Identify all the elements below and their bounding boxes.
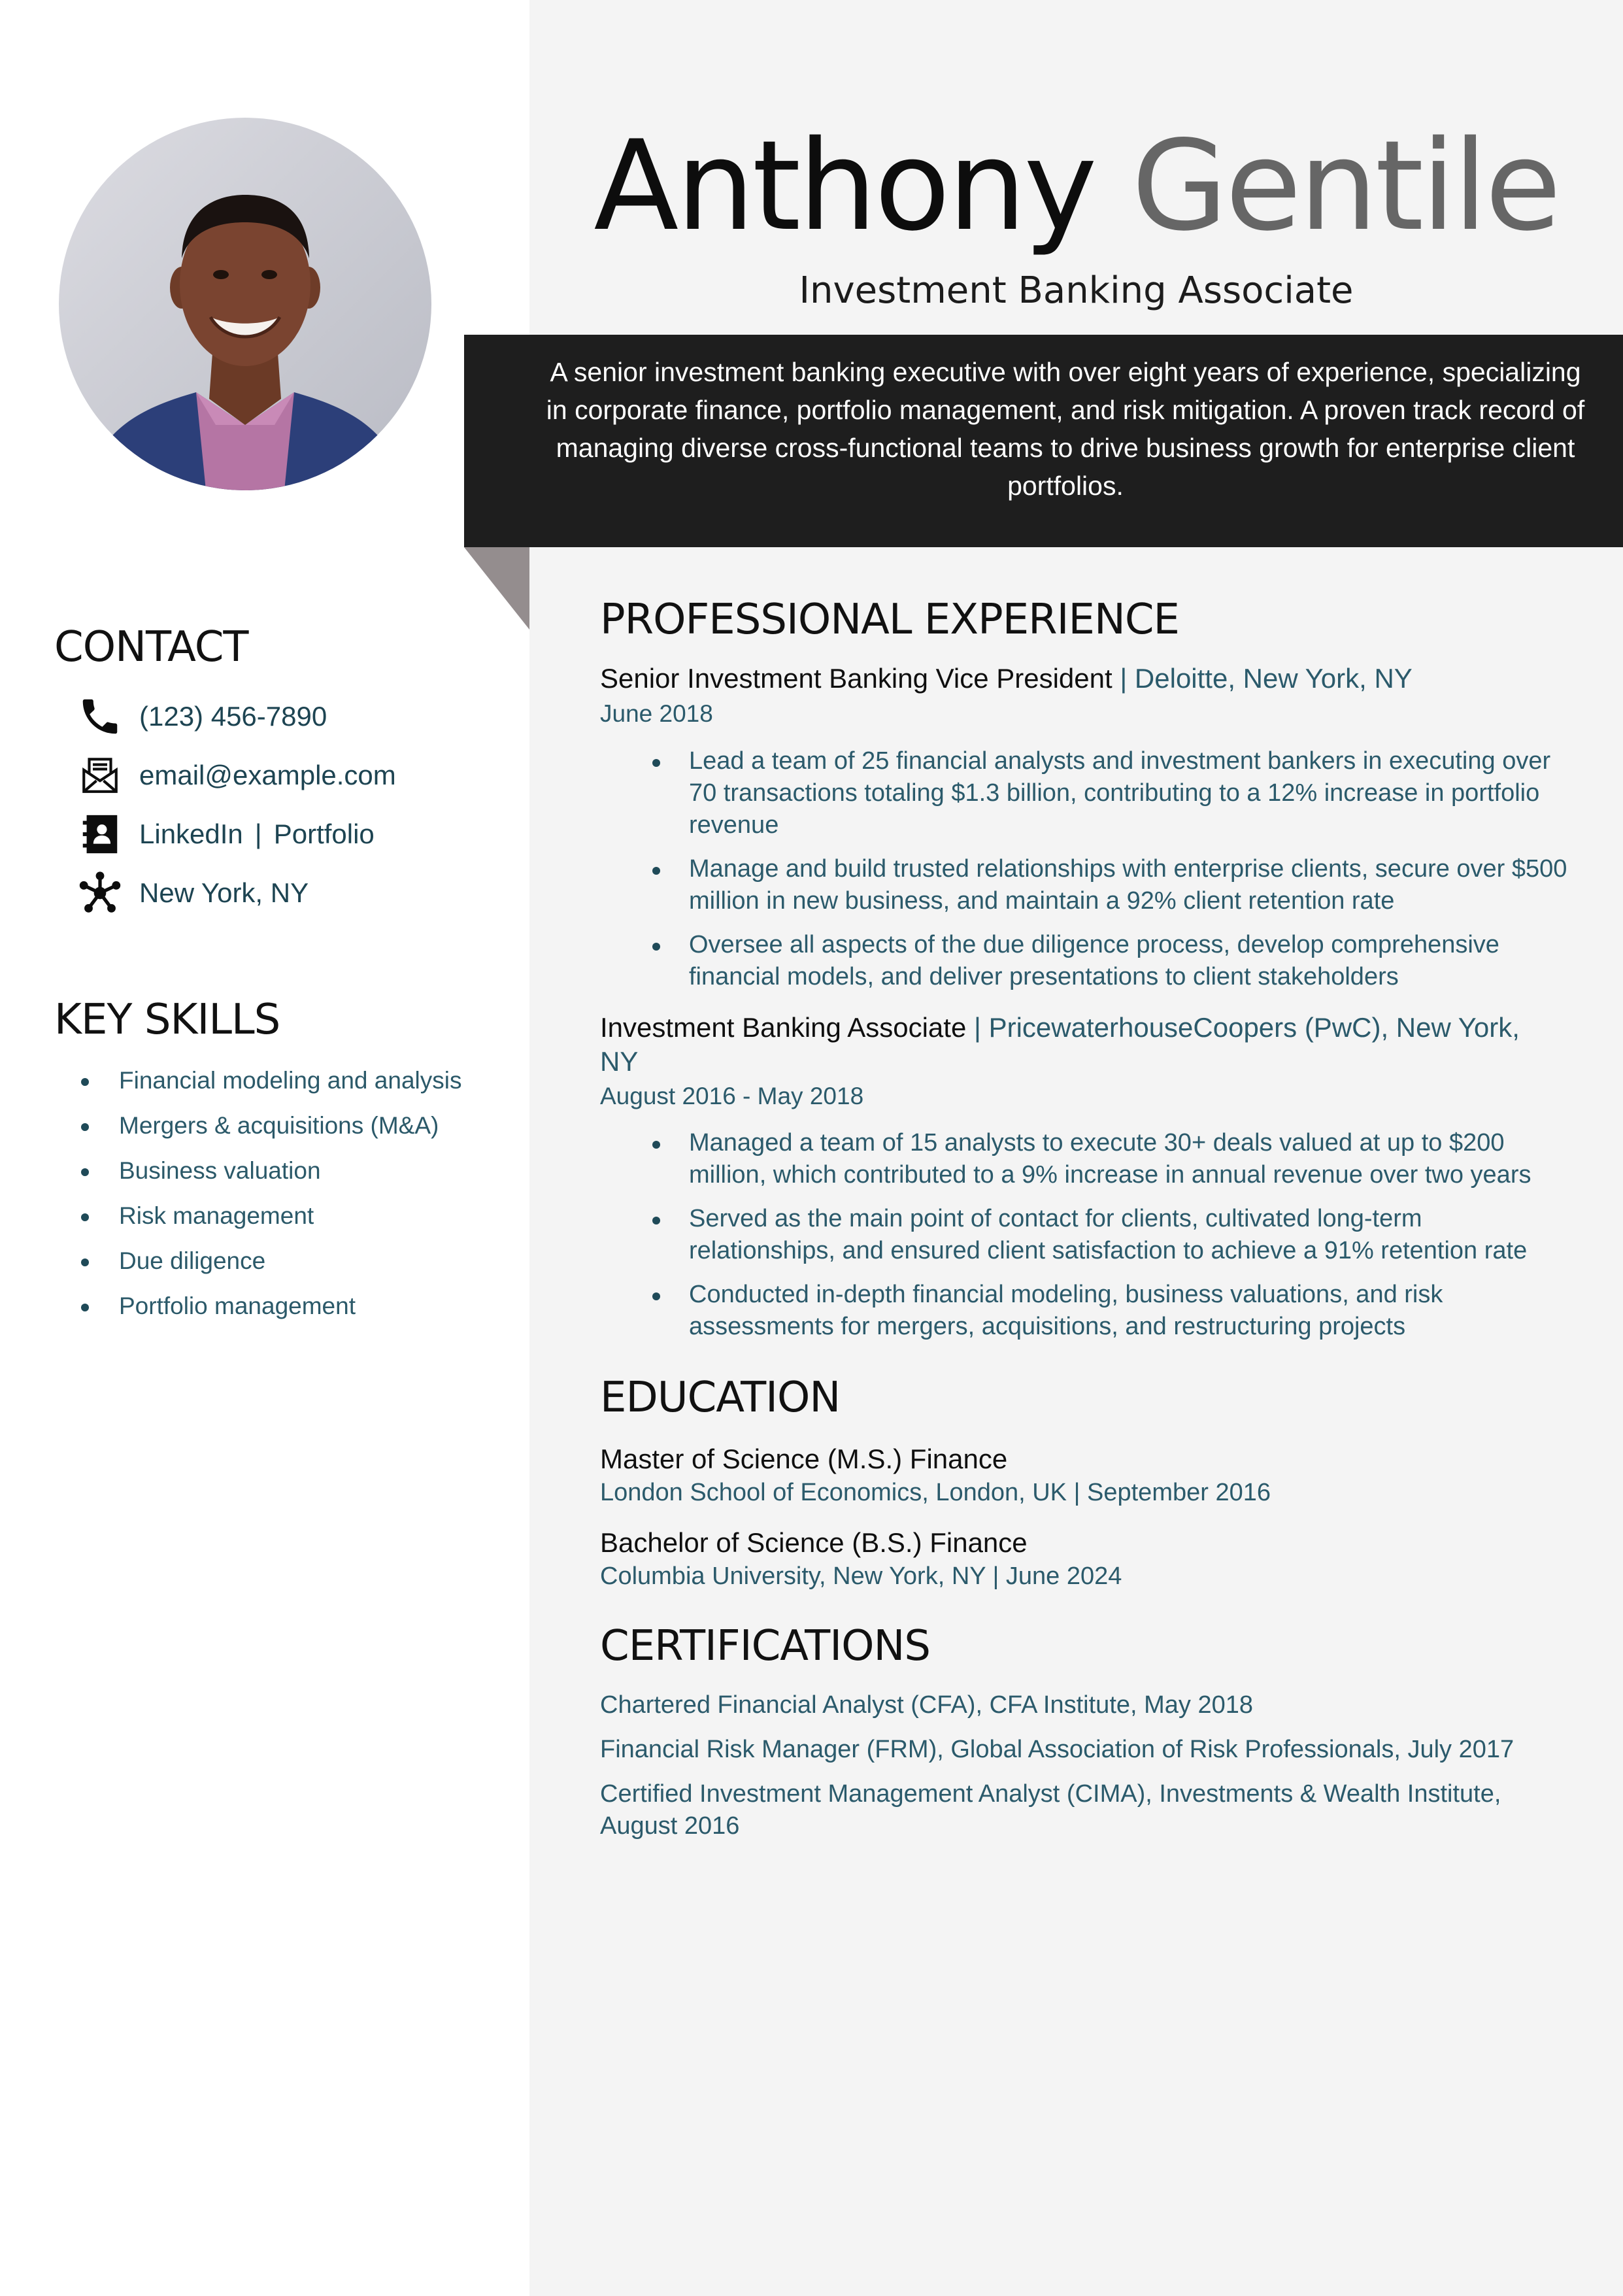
skill-item: Financial modeling and analysis [73, 1064, 492, 1097]
skill-item: Mergers & acquisitions (M&A) [73, 1109, 492, 1142]
envelope-icon [75, 751, 125, 800]
job-1-header [600, 662, 1548, 696]
phone-icon [75, 692, 125, 741]
skill-item: Portfolio management [73, 1290, 492, 1323]
first-name: Anthony [594, 114, 1095, 258]
certification-item: Financial Risk Manager (FRM), Global Association of Risk Professionals, July 2017 [600, 1736, 1514, 1763]
job-bullet: Conducted in-depth financial modeling, business valuations, and risk assessments for mergers, acquisitions, and restructuring projects [600, 1279, 1567, 1343]
skill-item: Business valuation [73, 1155, 492, 1187]
skills-list [73, 1064, 492, 1335]
education-degree: Master of Science (M.S.) Finance [600, 1443, 1008, 1474]
job-2-bullets [600, 1127, 1567, 1355]
education-heading: EDUCATION [600, 1374, 841, 1422]
email-address[interactable]: email@example.com [139, 760, 396, 790]
summary-text: A senior investment banking executive with over eight years of experience, specializing in corporate finance, portfolio management, and risk mitigation. A proven track record of managing diverse cross-functional teams to drive business growth for enterprise client portfolios. [546, 357, 1585, 501]
job-bullet: Lead a team of 25 financial analysts and investment bankers in executing over 70 transactions totaling $1.3 billion, contributing to a 12% increase in portfolio revenue [600, 745, 1567, 841]
candidate-name [529, 111, 1623, 262]
contact-location [75, 868, 309, 918]
job-bullet: Manage and build trusted relationships with enterprise clients, secure over $500 million in new business, and maintain a 92% client retention rate [600, 853, 1567, 917]
certification-item: Chartered Financial Analyst (CFA), CFA Institute, May 2018 [600, 1691, 1254, 1719]
sidebar-background [0, 1935, 529, 2296]
linkedin-link[interactable]: LinkedIn [139, 819, 243, 849]
contact-heading: CONTACT [54, 623, 248, 671]
job-1-bullets [600, 745, 1567, 1005]
contact-email [75, 751, 396, 800]
job-2-title: Investment Banking Associate [600, 1012, 967, 1043]
job-1-dates: June 2018 [600, 700, 713, 727]
profile-photo [59, 118, 431, 490]
phone-number[interactable]: (123) 456-7890 [139, 701, 327, 732]
job-1-company: | Deloitte, New York, NY [1120, 663, 1413, 694]
contact-phone [75, 692, 327, 741]
job-1-title: Senior Investment Banking Vice President [600, 663, 1113, 694]
education-degree: Bachelor of Science (B.S.) Finance [600, 1527, 1028, 1558]
education-detail: London School of Economics, London, UK | September 2016 [600, 1479, 1271, 1506]
experience-heading: PROFESSIONAL EXPERIENCE [600, 596, 1179, 644]
job-bullet: Managed a team of 15 analysts to execute 30+ deals valued at up to $200 million, which contributed to a 9% increase in annual revenue over two years [600, 1127, 1567, 1191]
location-text: New York, NY [139, 877, 309, 908]
contact-card-icon [75, 809, 125, 859]
skill-item: Due diligence [73, 1245, 492, 1277]
job-2-company: | PricewaterhouseCoopers (PwC), New York, NY [600, 1012, 1520, 1077]
network-icon [75, 868, 125, 918]
person-photo-icon [59, 118, 431, 490]
job-bullet: Oversee all aspects of the due diligence process, develop comprehensive financial models, and deliver presentations to client stakeholders [600, 929, 1567, 993]
skills-heading: KEY SKILLS [54, 996, 280, 1044]
certification-item: Certified Investment Management Analyst (CIMA), Investments & Wealth Institute, August 2016 [600, 1780, 1501, 1840]
job-2-header [600, 1011, 1541, 1079]
certifications-heading: CERTIFICATIONS [600, 1622, 930, 1670]
portfolio-link[interactable]: Portfolio [273, 819, 375, 849]
link-separator: | [254, 819, 262, 849]
contact-links [75, 809, 375, 859]
last-name: Gentile [1131, 114, 1559, 258]
ribbon-fold-decoration [464, 547, 529, 630]
education-detail: Columbia University, New York, NY | June 2024 [600, 1562, 1122, 1590]
job-bullet: Served as the main point of contact for clients, cultivated long-term relationships, and ensured client satisfaction to achieve a 91% retention rate [600, 1203, 1567, 1267]
skill-item: Risk management [73, 1200, 492, 1232]
job-2-dates: August 2016 - May 2018 [600, 1083, 864, 1109]
job-title: Investment Banking Associate [799, 269, 1354, 312]
